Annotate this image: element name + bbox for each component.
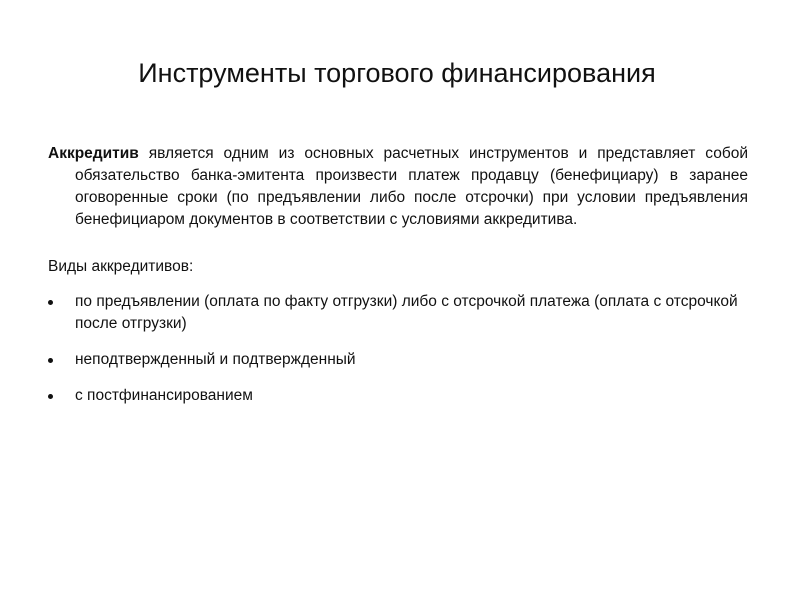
bullet-icon [48, 300, 53, 305]
slide-title: Инструменты торгового финансирования [138, 58, 656, 88]
bullet-icon [48, 358, 53, 363]
list-item [48, 385, 748, 407]
list-item-text: с постфинансированием [75, 387, 253, 404]
list-item-text: неподтвержденный и подтвержденный [75, 351, 356, 368]
types-list [48, 291, 748, 407]
bullet-icon [48, 394, 53, 399]
definition-text: является одним из основных расчетных инструментов и представляет собой обязательство банка-эмитента произвести платеж продавцу (бенефициару) в заранее оговоренные сроки (по предъявлении либо после отсрочки) при условии предъявления бенефициаром документов в соответствии с условиями аккредитива. [75, 145, 748, 228]
types-heading: Виды аккредитивов: [48, 258, 194, 275]
list-item [48, 349, 748, 371]
list-item-text: по предъявлении (оплата по факту отгрузки) либо с отсрочкой платежа (оплата с отсрочкой после отгрузки) [75, 293, 738, 332]
list-item [48, 291, 748, 335]
definition-term: Аккредитив [48, 145, 139, 162]
definition-paragraph [48, 143, 748, 231]
